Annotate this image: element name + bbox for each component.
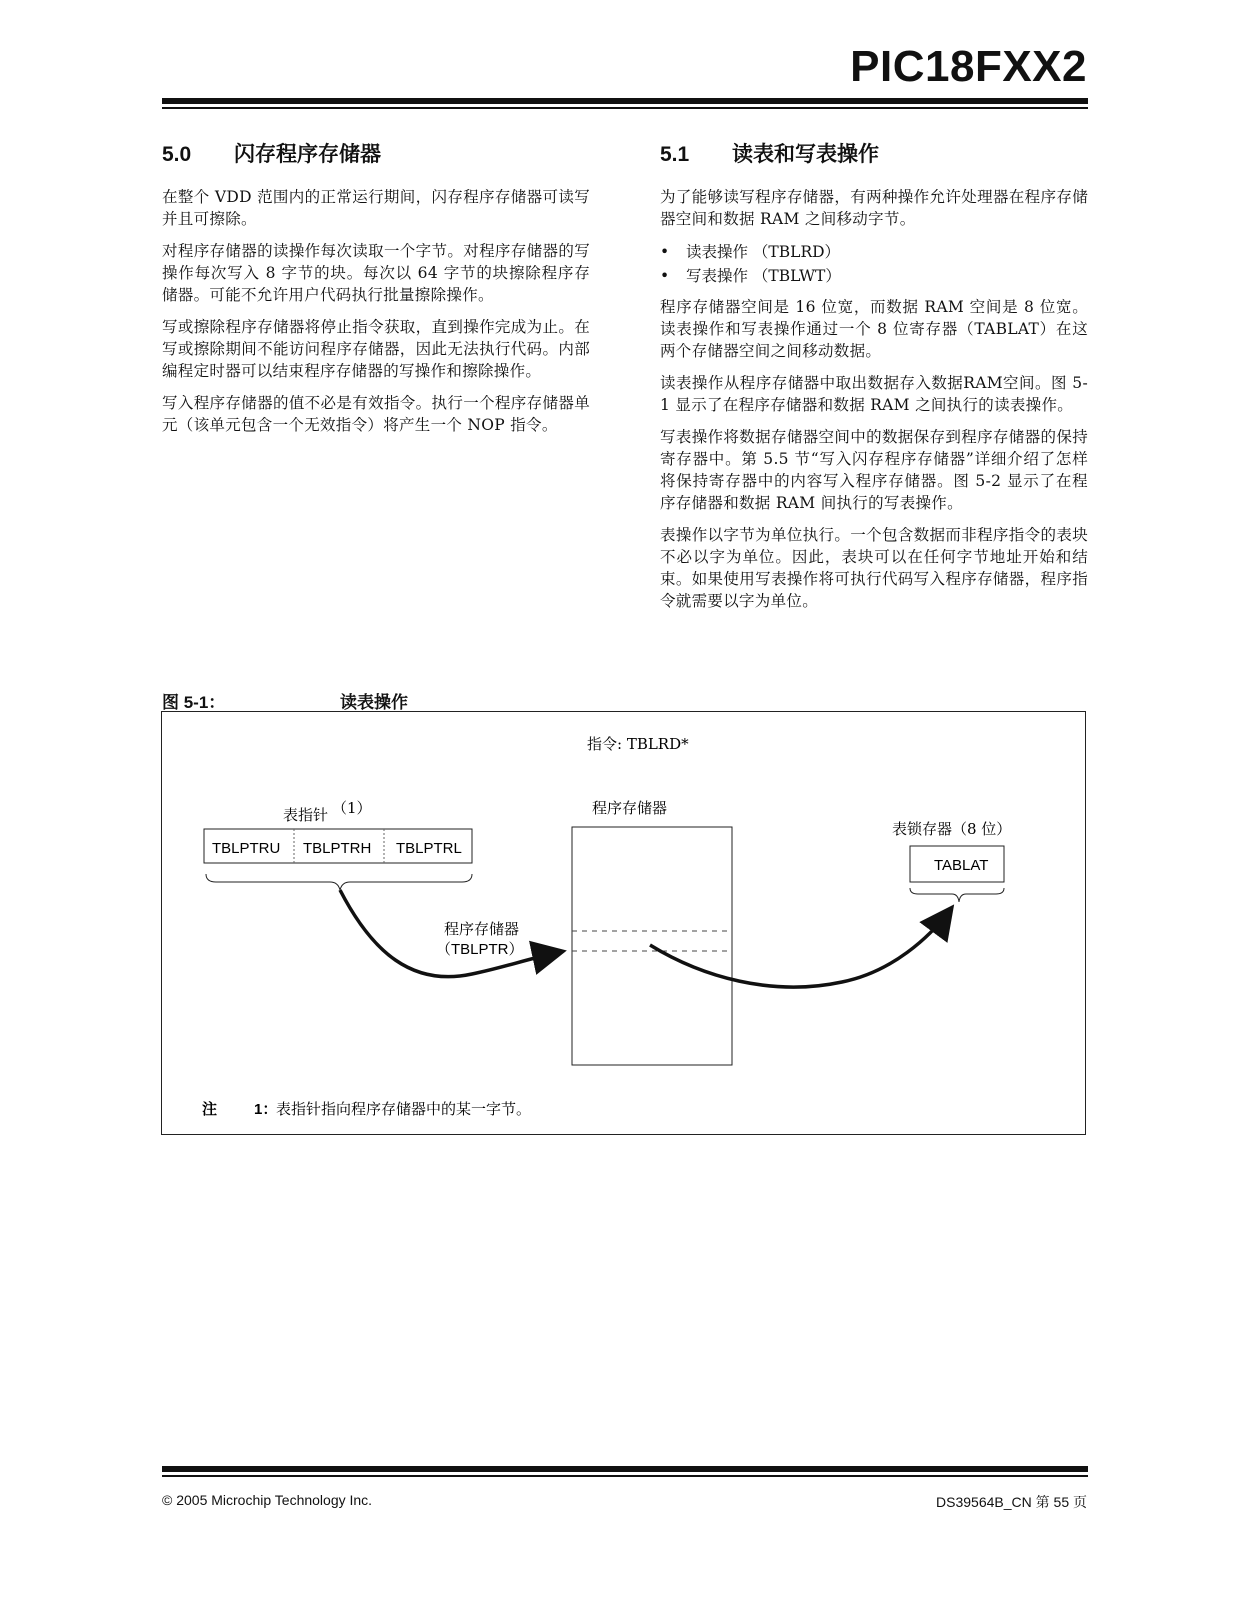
diagram-svg [162,712,1087,1136]
paragraph: 写入程序存储器的值不必是有效指令。执行一个程序存储器单元（该单元包含一个无效指令）将产生一个 NOP 指令。 [162,394,590,434]
figure-title: 读表操作 [340,693,408,713]
register-tblptrl: TBLPTRL [396,840,462,857]
section-title: 闪存程序存储器 [234,141,381,166]
section-number: 5.1 [660,143,690,166]
latch-label: 表锁存器（8 位） [892,820,1012,838]
note-number: 1： [254,1101,278,1118]
arrow-label-program-memory: 程序存储器 [444,920,520,938]
bullet-item: • 写表操作 （TBLWT） [660,264,1088,288]
paragraph: 程序存储器空间是 16 位宽，而数据 RAM 空间是 8 位宽。读表操作和写表操作通过一个 8 位寄存器（TABLAT）在这两个存储器空间之间移动数据。 [660,298,1088,360]
left-column [162,138,590,446]
pointer-brace [206,874,472,890]
section-title: 读表和写表操作 [732,141,879,166]
document-title: PIC18FXX2 [850,42,1087,91]
section-heading-5-0 [162,138,590,168]
figure-caption [162,688,408,713]
register-tblptru: TBLPTRU [212,840,281,857]
table-pointer-footnote: （1） [332,799,372,817]
paragraph: 写表操作将数据存储器空间中的数据保存到程序存储器的保持寄存器中。第 5.5 节“写入闪存程序存储器”详细介绍了怎样将保持寄存器中的内容写入程序存储器。图 5-2 显示了在程序存储器和数据 RAM 间执行的写表操作。 [660,428,1088,512]
bullet-item: • 读表操作 （TBLRD） [660,240,1088,264]
footer-rule-thin [162,1475,1088,1477]
paragraph: 写或擦除程序存储器将停止指令获取，直到操作完成为止。在写或擦除期间不能访问程序存储器，因此无法执行代码。内部编程定时器可以结束程序存储器的写操作和擦除操作。 [162,318,590,380]
latch-brace [910,888,1004,902]
memory-to-latch-arrow [650,910,950,987]
instruction-label: 指令: TBLRD* [587,735,689,753]
right-column [660,138,1088,622]
footer-copyright: © 2005 Microchip Technology Inc. [162,1492,373,1508]
tablat-register: TABLAT [934,857,989,874]
header-rule-thin [162,107,1088,109]
note-label: 注 [202,1100,218,1118]
paragraph: 对程序存储器的读操作每次读取一个字节。对程序存储器的写操作每次写入 8 字节的块。每次以 64 字节的块擦除程序存储器。可能不允许用户代码执行批量擦除操作。 [162,242,590,304]
footer-page-number: DS39564B_CN 第 55 页 [936,1494,1087,1510]
program-memory-title: 程序存储器 [592,799,668,817]
table-pointer-label: 表指针 [283,806,329,824]
figure-number: 图 5-1： [162,693,226,712]
section-heading-5-1 [660,138,1088,168]
note-text: 表指针指向程序存储器中的某一字节。 [276,1100,532,1118]
arrow-label-tblptr: （TBLPTR） [436,941,524,958]
paragraph: 为了能够读写程序存储器，有两种操作允许处理器在程序存储器空间和数据 RAM 之间移动字节。 [660,188,1088,228]
paragraph: 在整个 VDD 范围内的正常运行期间，闪存程序存储器可读写并且可擦除。 [162,188,590,228]
header-rule-thick [162,98,1088,104]
paragraph: 表操作以字节为单位执行。一个包含数据而非程序指令的表块不必以字为单位。因此，表块可以在任何字节地址开始和结束。如果使用写表操作将可执行代码写入程序存储器，程序指令就需要以字为单位。 [660,526,1088,610]
paragraph: 读表操作从程序存储器中取出数据存入数据RAM空间。图 5-1 显示了在程序存储器和数据 RAM 之间执行的读表操作。 [660,374,1088,414]
register-tblptrh: TBLPTRH [303,840,372,857]
bullet-list [660,240,1088,288]
figure-table-read-diagram [161,711,1086,1135]
footer-rule-thick [162,1466,1088,1472]
section-number: 5.0 [162,143,192,166]
